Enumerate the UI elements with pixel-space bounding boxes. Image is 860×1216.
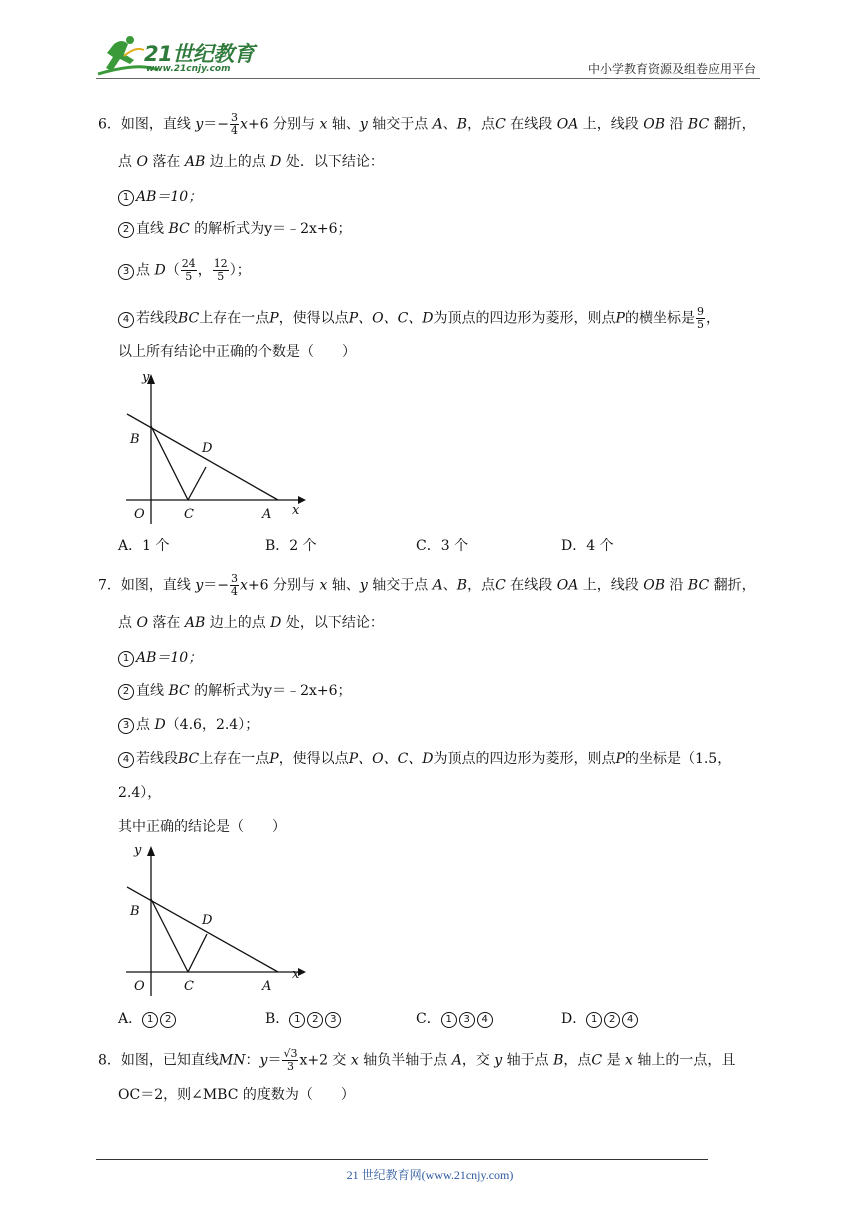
segment-bc [151,899,188,972]
label-o: O [134,979,145,994]
footer-divider [96,1159,708,1160]
q8-line2: OC＝2，则∠MBC 的度数为（ ） [118,1087,355,1103]
label-a: A [262,507,272,522]
label-y: y [134,843,142,858]
q6-option-d[interactable]: D．4 个 [561,538,614,554]
q7-conclusion-1: 1 AB＝10； [118,649,202,667]
q7-conclusion-4-wrap: 2.4）， [118,785,162,801]
label-x: x [292,967,300,982]
logo-url: www.21cnjy.com [146,64,231,74]
label-c: C [184,507,194,522]
footer-link[interactable]: 21 世纪教育网(www.21cnjy.com) [346,1168,514,1182]
y-axis-arrow [147,846,155,856]
label-b: B [130,432,140,447]
q6-ask: 以上所有结论中正确的个数是（ ） [118,344,356,360]
q7-option-a[interactable]: A． 1 2 [118,1008,178,1028]
segment-cd [188,467,206,500]
q6-option-b[interactable]: B．2 个 [265,538,317,554]
line-ab [127,414,278,500]
label-d: D [202,913,213,928]
label-y: y [142,370,150,385]
label-c: C [184,979,194,994]
label-a: A [262,979,272,994]
q6-line2: 点 O 落在 AB 边上的点 D 处．以下结论： [118,154,384,170]
line-ab [127,887,278,972]
q7-line2: 点 O 落在 AB 边上的点 D 处，以下结论： [118,615,384,631]
q7-conclusion-2: 2 直线 BC 的解析式为y＝﹣2x+6； [118,682,352,700]
q7-figure [112,838,312,998]
header-divider [96,78,760,79]
segment-bc [151,426,188,500]
label-o: O [134,507,145,522]
q8-line1: 8．如图，已知直线MN：y＝ $\frac{√3}{3}$ x+2 交 x 轴负半轴于点 A，交 y 轴于点 B，点C 是 x 轴上的一点，且 [98,1047,736,1073]
q7-conclusion-4: 4 若线段BC上存在一点P，使得以点P、O、C、D为顶点的四边形为菱形，则点P的坐标是（1.5， [118,750,731,768]
q6-line1: 6．如图，直线 y＝− $\frac{3}{4}$ x+6 分别与 x 轴、y 轴交于点 A、B，点C 在线段 OA 上，线段 OB 沿 BC 翻折， [98,111,756,137]
q7-ask: 其中正确的结论是（ ） [118,819,286,835]
q6-figure [112,364,312,524]
q6-conclusion-1: 1 AB＝10； [118,188,202,206]
logo-text: 21世纪教育 [144,42,255,66]
label-d: D [202,441,213,456]
q7-option-d[interactable]: D． 1 2 4 [561,1008,640,1028]
label-x: x [292,503,300,518]
q6-conclusion-3: 3 点 D（ $\frac{24}{5}$ ， $\frac{12}{5}$ ）； [118,258,251,283]
label-b: B [130,904,140,919]
slope-fraction: $\frac{3}{4}$ [231,111,239,137]
q7-option-c[interactable]: C． 1 3 4 [416,1008,495,1028]
q7-line1: 7．如图，直线 y＝− $\frac{3}{4}$ x+6 分别与 x 轴、y 轴交于点 A、B，点C 在线段 OA 上，线段 OB 沿 BC 翻折， [98,572,756,598]
q6-conclusion-4: 4 若线段BC上存在一点P，使得以点P、O、C、D为顶点的四边形为菱形，则点P的横坐标是 $\frac{9}{5}$ ， [118,306,720,331]
q7-conclusion-3: 3 点 D（4.6，2.4）； [118,716,259,734]
q6-conclusion-2: 2 直线 BC 的解析式为y＝﹣2x+6； [118,220,352,238]
platform-name: 中小学教育资源及组卷应用平台 [587,62,756,76]
segment-cd [188,934,207,972]
q7-option-b[interactable]: B． 1 2 3 [265,1008,343,1028]
q6-option-c[interactable]: C．3 个 [416,538,469,554]
q6-option-a[interactable]: A．1 个 [118,538,170,554]
